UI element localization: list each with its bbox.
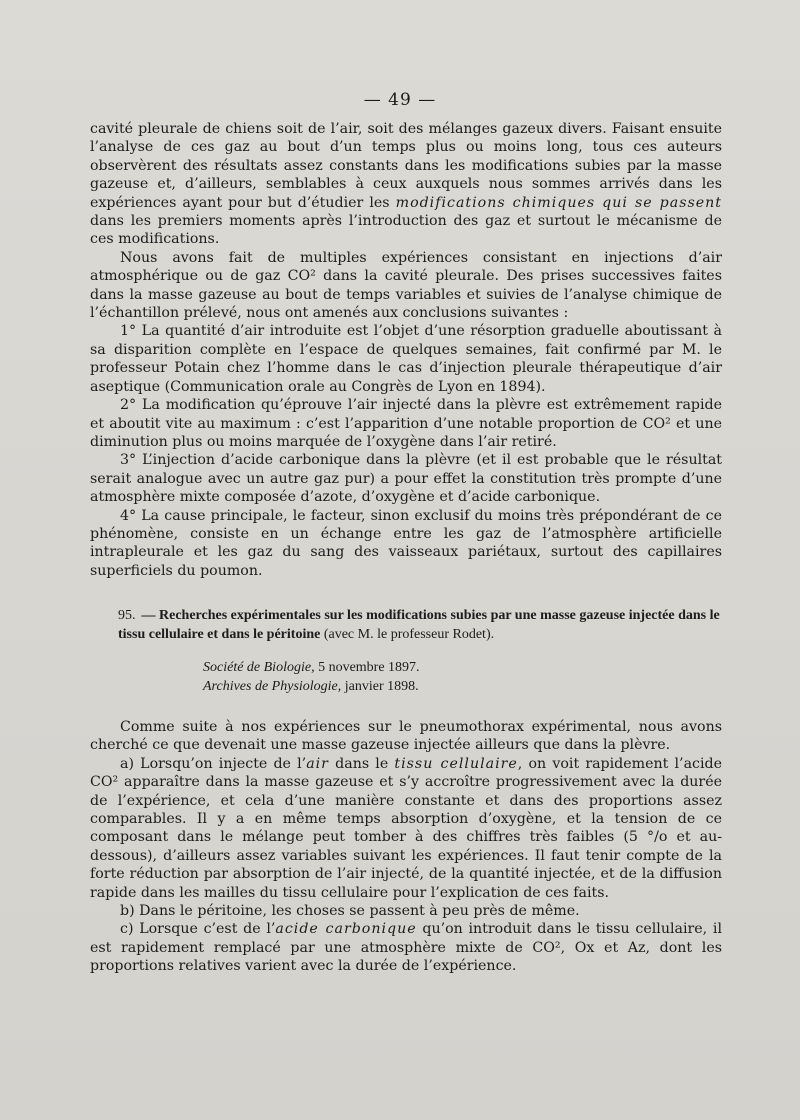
reference-line: Société de Biologie, 5 novembre 1897. — [203, 660, 420, 675]
text-block-top — [90, 120, 722, 580]
publication-entry — [118, 606, 724, 644]
italic-phrase: acide carbonique — [275, 921, 417, 938]
conclusion-item: 3° L’injection d’acide carbonique dans la plèvre (et il est probable que le résultat serait analogue avec un autre gaz pur) a pour effet la constitution très prompte d’une atmosphère mixte composée d’azote, d’oxygène et d’acide carbonique. — [90, 452, 722, 506]
paragraph: Nous avons fait de multiples expériences consistant en injections d’air atmosphérique ou de gaz CO² dans la cavité pleurale. Des prises successives faites dans la masse gazeuse au bout de temps variables et suivies de l’analyse chimique de l’échantillon prélevé, nous ont amenés aux conclusions suivantes : — [90, 249, 722, 322]
page-number: — 49 — — [363, 90, 437, 110]
entry-collaborator: (avec M. le professeur Rodet). — [320, 627, 495, 642]
italic-word: air — [306, 755, 329, 772]
paragraph: b) Dans le péritoine, les choses se passent à peu près de même. — [120, 903, 580, 920]
conclusion-item: 4° La cause principale, le facteur, sinon exclusif du moins très prépondérant de ce phénomène, consiste en un échange entre les gaz de l’atmosphère artificielle intrapleurale et les gaz du sang des vaisseaux pariétaux, surtout des capillaires superficiels du poumon. — [90, 507, 722, 579]
reference-line: Archives de Physiologie, janvier 1898. — [203, 679, 419, 694]
text-block-bottom — [90, 718, 722, 976]
entry-number: 95. — [118, 608, 136, 623]
italic-phrase: tissu cellulaire — [394, 755, 518, 772]
references — [203, 658, 420, 696]
paragraph: c) Lorsque c’est de l’acide carbonique qu’on introduit dans le tissu cellulaire, il est rapidement remplacé par une atmosphère mixte de CO², Ox et Az, dont les proportions relatives varient avec la durée de l’expérience. — [90, 921, 722, 975]
paragraph: a) Lorsqu’on injecte de l’air dans le tissu cellulaire, on voit rapidement l’acide CO² apparaître dans la masse gazeuse et s’y accroître progressivement avec la durée de l’expérience, et cela d’une manière constante et dans des proportions assez comparables. Il y a en même temps absorption d’oxygène, et la tension de ce composant dans le mélange peut tomber à des chiffres très faibles (5 °/o et au-dessous), d’ailleurs assez variables suivant les expériences. Il faut tenir compte de la forte réduction par absorption de l’air injecté, de la quantité injectée, et de la diffusion rapide dans les mailles du tissu cellulaire pour l’explication de ces faits. — [90, 755, 722, 901]
italic-phrase: modifications chimiques qui se passent — [395, 194, 723, 211]
paragraph: Comme suite à nos expériences sur le pneumothorax expérimental, nous avons cherché ce que devenait une masse gazeuse injectée ailleurs que dans la plèvre. — [90, 719, 722, 754]
conclusion-item: 1° La quantité d’air introduite est l’objet d’une résorption graduelle aboutissant à sa disparition complète en l’espace de quelques semaines, fait confirmé par M. le professeur Potain chez l’homme dans le cas d’injection pleurale thérapeutique d’air aseptique (Communication orale au Congrès de Lyon en 1894). — [90, 323, 722, 395]
entry-title: — Recherches expérimentales sur les modifications subies par une masse gazeuse injectée dans le tissu cellulaire et dans le péritoine — [118, 608, 720, 642]
conclusion-item: 2° La modification qu’éprouve l’air injecté dans la plèvre est extrêmement rapide et aboutit vite au maximum : c’est l’apparition d’une notable proportion de CO² et une diminution plus ou moins marquée de l’oxygène dans l’air retiré. — [90, 397, 722, 450]
paragraph: cavité pleurale de chiens soit de l’air, soit des mélanges gazeux divers. Faisant ensuite l’analyse de ces gaz au bout d’un temps plus ou moins long, tous ces auteurs observèrent des résultats assez constants dans les modifications subies par la masse gazeuse et, d’ailleurs, semblables à ceux auxquels nous sommes arrivés dans les expériences ayant pour but d’étudier les modifications chimiques qui se passent dans les premiers moments après l’introduction des gaz et surtout le mécanisme de ces modifications. — [90, 121, 723, 248]
